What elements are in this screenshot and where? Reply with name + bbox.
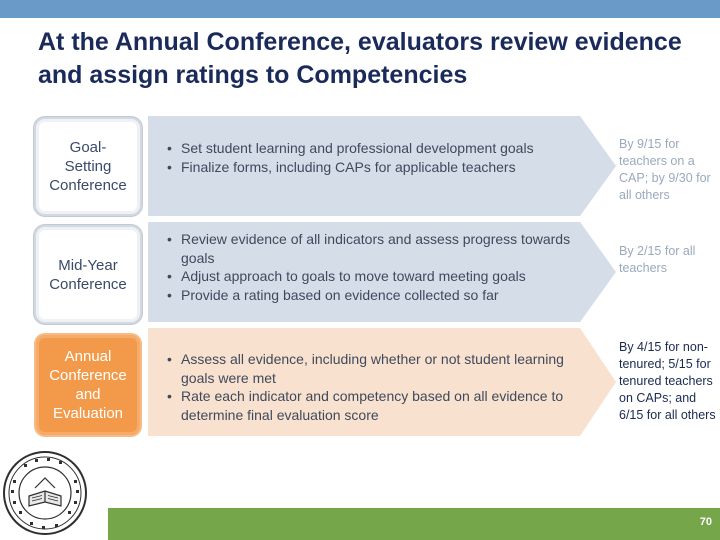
goal-setting-activities bbox=[167, 139, 572, 176]
annual-evaluation-deadline: By 4/15 for non-tenured; 5/15 for tenured teachers on CAPs; and 6/15 for all others bbox=[619, 340, 716, 422]
stage-label-line: and bbox=[75, 386, 101, 403]
list-item: • Adjust approach to goals to move toward meeting goals bbox=[167, 267, 572, 286]
annual-evaluation-activities bbox=[167, 350, 572, 424]
list-item: • Finalize forms, including CAPs for applicable teachers bbox=[167, 158, 572, 177]
stage-label-line: Conference bbox=[49, 177, 127, 194]
top-accent-bar bbox=[0, 0, 720, 18]
list-item: • Review evidence of all indicators and assess progress towards goals bbox=[167, 230, 572, 267]
mid-year-activities bbox=[167, 230, 572, 304]
bottom-accent-bar bbox=[108, 508, 720, 540]
list-item: • Provide a rating based on evidence collected so far bbox=[167, 286, 572, 305]
stage-goal-setting-conference bbox=[34, 117, 142, 216]
list-item: • Set student learning and professional development goals bbox=[167, 139, 572, 158]
stage-label-line: Mid-Year bbox=[58, 256, 118, 274]
page-number: 70 bbox=[699, 516, 712, 528]
stage-label-line: Setting bbox=[64, 158, 112, 175]
stage-annual-conference-and-evaluation bbox=[34, 333, 142, 437]
stage-label-line: Goal- bbox=[69, 139, 107, 156]
stage-label-line: Conference bbox=[49, 275, 127, 293]
stage-mid-year-conference bbox=[34, 225, 142, 324]
list-item: • Assess all evidence, including whether or not student learning goals were met bbox=[167, 350, 572, 387]
list-item: • Rate each indicator and competency based on all evidence to determine final evaluation score bbox=[167, 387, 572, 424]
goal-setting-deadline: By 9/15 for teachers on a CAP; by 9/30 for all others bbox=[619, 137, 711, 202]
mid-year-deadline: By 2/15 for all teachers bbox=[619, 244, 696, 275]
stage-label-line: Annual bbox=[64, 348, 112, 365]
slide-title: At the Annual Conference, evaluators review evidence and assign ratings to Competencies bbox=[38, 28, 682, 89]
stage-label-line: Conference bbox=[49, 367, 127, 384]
stage-label-line: Evaluation bbox=[52, 405, 124, 422]
school-district-seal-icon bbox=[2, 450, 88, 536]
